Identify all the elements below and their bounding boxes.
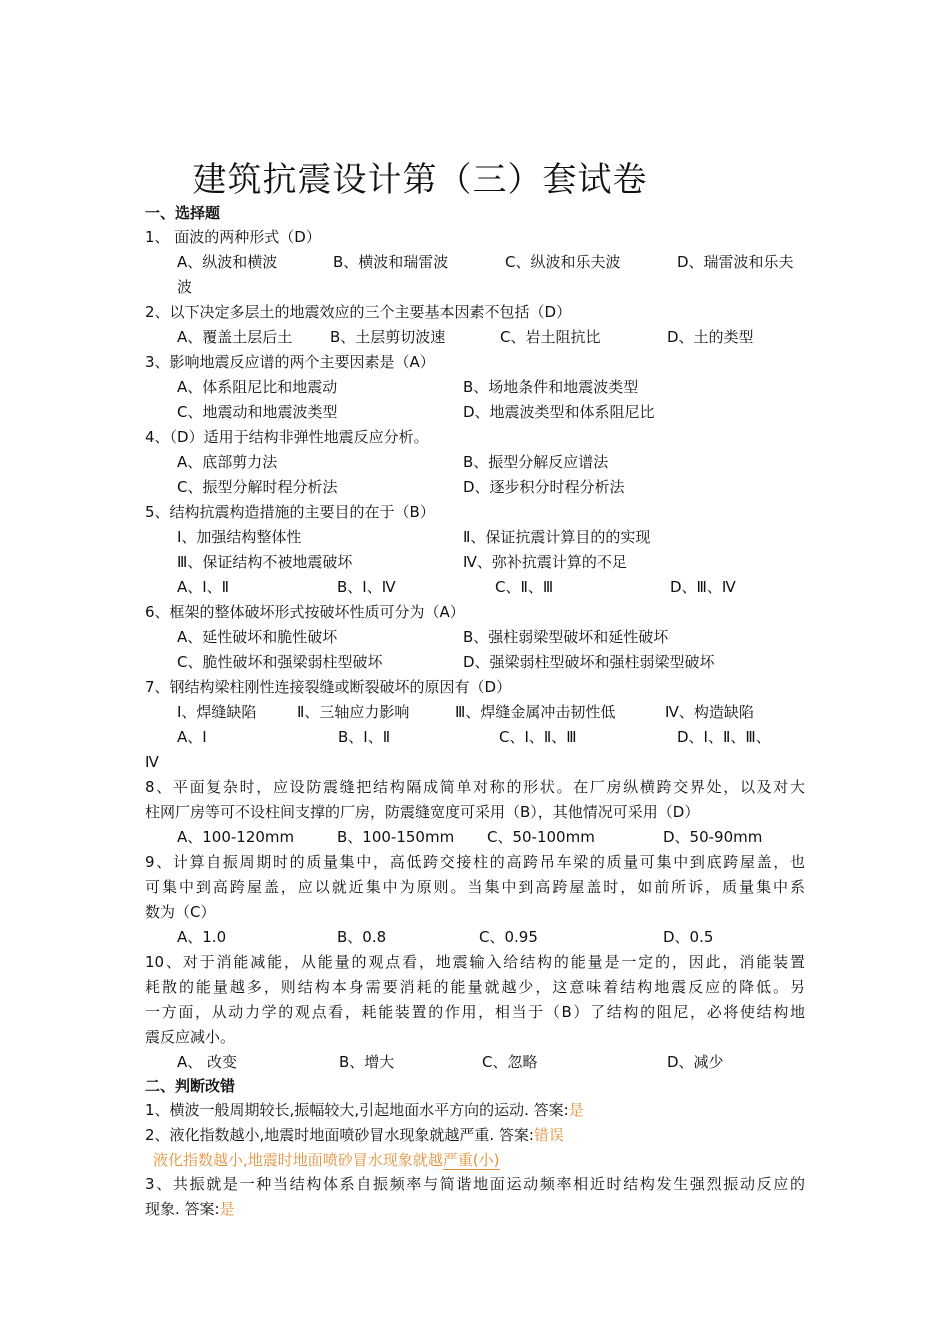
judge-1-text: 1、横波一般周期较长,振幅较大,引起地面水平方向的运动. 答案:	[145, 1101, 569, 1119]
q10-option-d: D、减少	[667, 1053, 724, 1071]
q5-item-1: Ⅰ、加强结构整体性	[177, 528, 302, 546]
q1-option-a: A、纵波和横波	[177, 253, 278, 271]
judge-3-line-2	[145, 1197, 235, 1222]
question-2-stem: 2、以下决定多层土的地震效应的三个主要基本因素不包括（D）	[145, 303, 572, 321]
q5-option-a: A、Ⅰ、Ⅱ	[177, 578, 230, 596]
q9-option-c: C、0.95	[479, 928, 538, 946]
q8-option-a: A、100-120mm	[177, 828, 295, 846]
judge-1	[145, 1098, 584, 1123]
question-7-stem: 7、钢结构梁柱刚性连接裂缝或断裂破坏的原因有（D）	[145, 678, 512, 696]
question-10-line-2: 耗散的能量越多，则结构本身需要消耗的能量就越少，这意味着结构地震反应的降低。另	[145, 978, 805, 996]
question-9-line-1: 9、计算自振周期时的质量集中，高低跨交接柱的高跨吊车梁的质量可集中到底跨屋盖，也	[145, 853, 805, 871]
q9-option-b: B、0.8	[337, 928, 387, 946]
q4-option-c: C、振型分解时程分析法	[177, 478, 338, 496]
q7-option-a: A、Ⅰ	[177, 728, 207, 746]
page-title: 建筑抗震设计第（三）套试卷	[192, 160, 648, 200]
question-10-line-1: 10、对于消能减能，从能量的观点看，地震输入给结构的能量是一定的，因此，消能装置	[145, 953, 805, 971]
q4-option-a: A、底部剪力法	[177, 453, 278, 471]
judge-2-text: 2、液化指数越小,地震时地面喷砂冒水现象就越严重. 答案:	[145, 1126, 534, 1144]
q2-option-d: D、土的类型	[667, 328, 754, 346]
q8-option-d: D、50-90mm	[663, 828, 763, 846]
section-heading-judge: 二、判断改错	[145, 1077, 236, 1095]
q6-option-d: D、强梁弱柱型破坏和强柱弱梁型破坏	[463, 653, 715, 671]
q10-option-a: A、 改变	[177, 1053, 238, 1071]
q7-option-c: C、Ⅰ、Ⅱ、Ⅲ	[499, 728, 577, 746]
judge-3-answer: 是	[219, 1200, 235, 1218]
q2-option-c: C、岩土阻抗比	[500, 328, 601, 346]
question-9-line-3: 数为（C）	[145, 903, 216, 921]
question-5-stem: 5、结构抗震构造措施的主要目的在于（B）	[145, 503, 435, 521]
q6-option-b: B、强柱弱梁型破坏和延性破坏	[463, 628, 669, 646]
q9-option-d: D、0.5	[663, 928, 714, 946]
question-6-stem: 6、框架的整体破坏形式按破坏性质可分为（A）	[145, 603, 465, 621]
q3-option-d: D、地震波类型和体系阻尼比	[463, 403, 655, 421]
judge-1-answer: 是	[568, 1101, 584, 1119]
q3-option-a: A、体系阻尼比和地震动	[177, 378, 338, 396]
q6-option-c: C、脆性破坏和强梁弱柱型破坏	[177, 653, 383, 671]
q4-option-d: D、逐步积分时程分析法	[463, 478, 625, 496]
judge-2	[145, 1123, 564, 1148]
q2-option-b: B、土层剪切波速	[330, 328, 446, 346]
q9-option-a: A、1.0	[177, 928, 227, 946]
q1-option-d-wrap: 波	[177, 278, 193, 296]
q1-option-d: D、瑞雷波和乐夫	[677, 253, 794, 271]
q7-item-2: Ⅱ、三轴应力影响	[297, 703, 410, 721]
q7-item-4: Ⅳ、构造缺陷	[665, 703, 754, 721]
question-4-stem: 4、（D）适用于结构非弹性地震反应分析。	[145, 428, 429, 446]
question-10-line-3: 一方面，从动力学的观点看，耗能装置的作用，相当于（B）了结构的阻尼，必将使结构地	[145, 1003, 805, 1021]
judge-2-correction	[153, 1148, 500, 1173]
q8-option-c: C、50-100mm	[487, 828, 595, 846]
q5-option-c: C、Ⅱ、Ⅲ	[495, 578, 554, 596]
q5-item-3: Ⅲ、保证结构不被地震破坏	[177, 553, 353, 571]
q3-option-c: C、地震动和地震波类型	[177, 403, 338, 421]
judge-3-line-1: 3、共振就是一种当结构体系自振频率与简谐地面运动频率相近时结构发生强烈振动反应的	[145, 1175, 805, 1193]
question-9-line-2: 可集中到高跨屋盖，应以就近集中为原则。当集中到高跨屋盖时，如前所诉，质量集中系	[145, 878, 805, 896]
q4-option-b: B、振型分解反应谱法	[463, 453, 609, 471]
judge-2-correction-underlined: 严重(小)	[442, 1151, 500, 1169]
q5-item-4: Ⅳ、弥补抗震计算的不足	[463, 553, 627, 571]
q10-option-c: C、忽略	[482, 1053, 538, 1071]
q7-item-1: Ⅰ、焊缝缺陷	[177, 703, 257, 721]
section-heading-choice: 一、选择题	[145, 204, 221, 222]
question-10-line-4: 震反应减小。	[145, 1028, 236, 1046]
q1-option-c: C、纵波和乐夫波	[505, 253, 621, 271]
judge-2-correction-text: 液化指数越小,地震时地面喷砂冒水现象就越	[153, 1151, 443, 1169]
q8-option-b: B、100-150mm	[337, 828, 455, 846]
question-1-stem: 1、 面波的两种形式（D）	[145, 228, 321, 246]
q7-option-d: D、Ⅰ、Ⅱ、Ⅲ、	[677, 728, 771, 746]
question-3-stem: 3、影响地震反应谱的两个主要因素是（A）	[145, 353, 435, 371]
q2-option-a: A、覆盖土层后土	[177, 328, 293, 346]
q1-option-b: B、横波和瑞雷波	[333, 253, 449, 271]
q7-option-b: B、Ⅰ、Ⅱ	[338, 728, 391, 746]
q5-item-2: Ⅱ、保证抗震计算目的的实现	[463, 528, 651, 546]
judge-2-answer: 错误	[533, 1126, 564, 1144]
q7-item-3: Ⅲ、焊缝金属冲击韧性低	[455, 703, 616, 721]
q5-option-b: B、Ⅰ、Ⅳ	[337, 578, 396, 596]
judge-3-text: 现象. 答案:	[145, 1200, 220, 1218]
question-8-line-1: 8、平面复杂时，应设防震缝把结构隔成简单对称的形状。在厂房纵横跨交界处，以及对大	[145, 778, 805, 796]
q5-option-d: D、Ⅲ、Ⅳ	[670, 578, 736, 596]
q10-option-b: B、增大	[339, 1053, 395, 1071]
q3-option-b: B、场地条件和地震波类型	[463, 378, 639, 396]
q7-option-d-wrap: Ⅳ	[145, 753, 159, 771]
q6-option-a: A、延性破坏和脆性破坏	[177, 628, 338, 646]
question-8-line-2: 柱网厂房等可不设柱间支撑的厂房，防震缝宽度可采用（B），其他情况可采用（D）	[145, 803, 700, 821]
